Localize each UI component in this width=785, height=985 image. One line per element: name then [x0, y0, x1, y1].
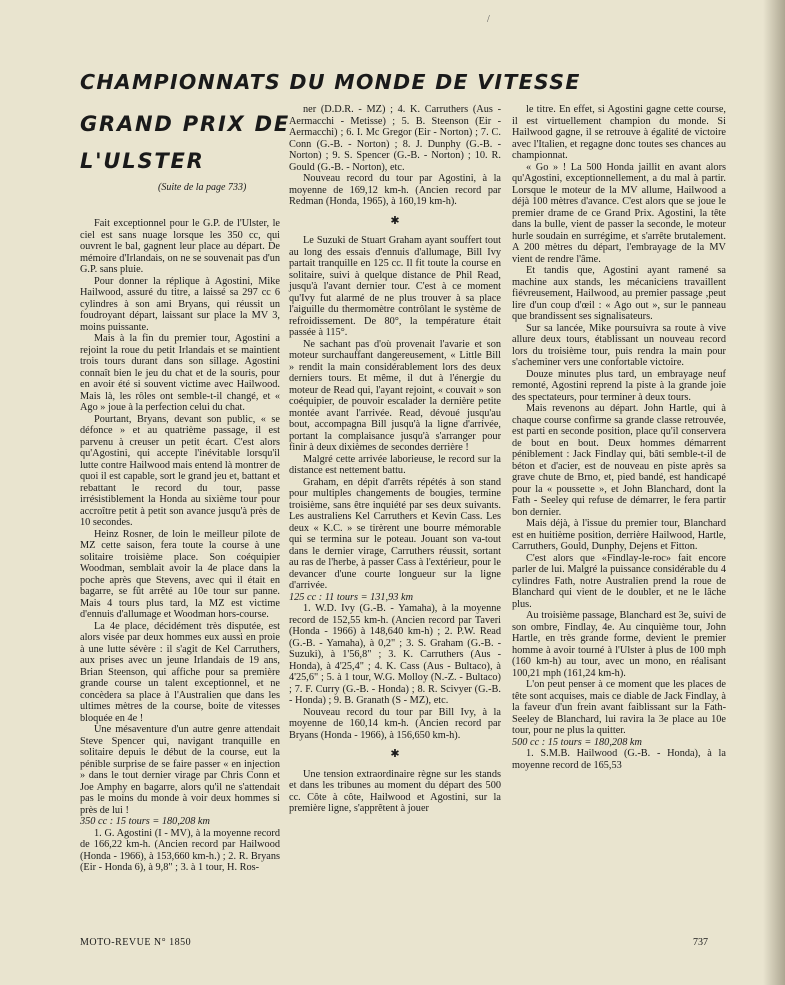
paragraph: Ne sachant pas d'où provenait l'avarie et son moteur surchauffant dangereusement, « Little Bill » rendit la main considérablement lors des deux derniers tours. Et même, il dut à l'énergie du moteur de Read qui, l'ayant rejoint, « couvait » son coéquipier, de pouvoir escalader la dernière petite montée avant l'arrivée. Read, dévoué jusqu'au bout, accompagna Bill jusqu'à la ligne d'arrivée, portant la complaisance jusqu'à s'arranger pour finir à deux dixièmes de secondes derrière ! — [289, 338, 501, 453]
paragraph: Pourtant, Bryans, devant son public, « se défonce » et au quatrième passage, il est parvenu à creuser un petit écart. C'est alors qu'Agostini, qui accepte l'inévitable lorsqu'il lutte contre Hailwood mais entend là montrer de quoi il est capable, sort le grand jeu et, battant et rebattant le record du tour, passe irrésistiblement la Honda au sixième tour pour accroître petit à petit son avance jusqu'à près de 10 secondes. — [80, 413, 280, 528]
paragraph: Malgré cette arrivée laborieuse, le record sur la distance est nettement battu. — [289, 453, 501, 476]
paragraph: Une mésaventure d'un autre genre attendait Steve Spencer qui, navigant tranquille en solitaire depuis le début de la course, eut la pénible surprise de se faire passer « en injection » dans le tout dernier virage par Chris Conn et Joe Amphy en bagarre, alors qu'il ne s'attendait pas le moins du monde à voir deux hommes si près de lui ! — [80, 724, 280, 816]
paragraph: Graham, en dépit d'arrêts répétés à son stand pour multiples changements de bougies, termine troisième, sans être inquiété par ses deux suivants. Les australiens Kel Carruthers et Kevin Cass. Les deux « K.C. » se tirèrent une bourre mémorable qui se termina sur le poteau. Jouant son va-tout dans le dernier virage, Carruthers réussit, sortant au ras de l'herbe, à passer Cass à l'extérieur, pour le devancer d'une courte longueur sur la ligne d'arrivée. — [289, 476, 501, 591]
paragraph: La 4e place, décidément très disputée, est alors visée par deux hommes eux aussi en proie à une lutte sévère : il s'agit de Kel Carruthers, aux prises avec un jeune Irlandais de 19 ans, Brian Steenson, qui affiche pour sa première grande course un talent exceptionnel, et ne concèdera sa place à l'Australien que dans les ultimes mètres de la course, boite de vitesses bloquée en 4e ! — [80, 620, 280, 724]
paragraph: Heinz Rosner, de loin le meilleur pilote de MZ cette saison, fera toute la course à une solitaire troisième place. Son coéquipier Woodman, semblait avoir la 4e place dans la poche après que Stevens, avec qui il était en bagarre, se fût arrêté au 10e tour sur panne. Mais 4 tours plus tard, la MZ est victime d'ennuis d'allumage et Woodman hors-course. — [80, 528, 280, 620]
paragraph: Douze minutes plus tard, un embrayage neuf remonté, Agostini reprend la piste à la grande joie des spectateurs, pour terminer à deux tours. — [512, 368, 726, 403]
page-number: 737 — [693, 937, 708, 948]
section-separator-star: ✱ — [390, 214, 400, 227]
paragraph: 1. S.M.B. Hailwood (G.-B. - Honda), à la moyenne record de 165,53 — [512, 748, 726, 771]
paragraph: Mais déjà, à l'issue du premier tour, Blanchard est en huitième position, derrière Hailwood, Hartle, Carruthers, Gould, Dunphy, Dejens et Fitton. — [512, 518, 726, 552]
magazine-issue: MOTO-REVUE N° 1850 — [80, 937, 192, 948]
paragraph: Sur sa lancée, Mike poursuivra sa route à vive allure deux tours, établissant un nouveau record lors du troisième tour, puis rendra la main pour s'acheminer vers une confortable victoire. — [512, 322, 726, 368]
section-separator-star: ✱ — [390, 748, 400, 760]
paragraph: Pour donner la réplique à Agostini, Mike Hailwood, assuré du titre, a laissé sa 297 cc 6 cylindres à son ami Bryans, qui réussit un foudroyant départ, laissant sur place la MV 3, moins puissante. — [80, 275, 280, 333]
paragraph: 1. W.D. Ivy (G.-B. - Yamaha), à la moyenne record de 152,55 km-h. (Ancien record par Taveri (Honda - 1966) à 148,640 km-h) ; 2. P.W. Read (G.-B. - Yamaha), à 0,2" ; 3. S. Graham (G.-B. - Suzuki), à 1'56,8" ; 3. K. Carruthers (Aus - Honda), à 4'25,4" ; 4. K. Cass (Aus - Bultaco), à 4'25,6" ; 5. à 1 tour, W.G. Molloy (N.-Z. - Bultaco) ; 7. F. Curry (G.-B. - Honda) ; 8. R. Scivyer (G.-B. - Honda) ; 9. B. Granath (S - MZ), etc. — [289, 603, 501, 706]
paragraph: Et tandis que, Agostini ayant ramené sa machine aux stands, les mécaniciens travaillent fiévreusement, Hailwood, au premier passage ,peut lire d'un coup d'œil : « Ago out », sur le panneau que brandissent ses signalisateurs. — [512, 265, 726, 322]
paragraph: ner (D.D.R. - MZ) ; 4. K. Carruthers (Aus - Aermacchi - Metisse) ; 5. B. Steenson (Eir - Aermacchi) ; 6. I. Mc Gregor (Eir - Norton) ; 7. C. Conn (G.-B. - Norton) ; 8. J. Dunphy (G.-B. - Norton) ; 9. S. Spencer (G.-B. - Norton) ; 10. R. Gould (G.-B. - Norton), etc. — [289, 104, 501, 173]
text-column-3 — [512, 104, 726, 771]
article-title-line2: L'ULSTER — [80, 149, 205, 173]
paragraph: Fait exceptionnel pour le G.P. de l'Ulster, le ciel est sans nuage lorsque les 350 cc, qui ouvrent le bal, gagnent leur place au départ. De mémoire d'Irlandais, on ne se souvenait pas d'un G.P. sans pluie. — [80, 218, 280, 275]
race-results-heading: 500 cc : 15 tours = 180,208 km — [512, 736, 642, 748]
page-edge-shadow — [763, 0, 785, 985]
section-banner: CHAMPIONNATS DU MONDE DE VITESSE — [80, 70, 581, 94]
paragraph: Le Suzuki de Stuart Graham ayant souffert tout au long des essais d'ennuis d'allumage, Bill Ivy partait tranquille en 125 cc. Il fit toute la course en solitaire, suivi à quelque distance de Phil Read, jusqu'à l'avant dernier tour. C'est à ce moment qu'Ivy fut alarmé de ne plus trouver à sa place l'aiguille du thermomètre contrôlant le système de refroidissement. De 80°, la température était passée à 115°. — [289, 235, 501, 338]
paragraph: Mais revenons au départ. John Hartle, qui à chaque course confirme sa grande classe retrouvée, est parti en seconde position, place qu'il conservera de bout en bout. Deux hommes démarrent péniblement : Jack Findlay qui, bâti semble-t-il de béton et d'acier, est de nouveau en piste après sa grave chute de Brno, et, pied bandé, est handicapé pour la « poussette », et John Blanchard, dont la Fath - Seeley qui refuse de démarrer, le fera partir bon dernier. — [512, 403, 726, 518]
text-column-2 — [289, 104, 501, 815]
paragraph: Nouveau record du tour par Agostini, à la moyenne de 169,12 km-h. (Ancien record par Redman (Honda, 1965), à 160,19 km-h). — [289, 173, 501, 207]
article-title-line1: GRAND PRIX DE — [80, 112, 291, 136]
paragraph: Nouveau record du tour par Bill Ivy, à la moyenne de 160,14 km-h. (Ancien record par Bryans (Honda - 1966), à 156,650 km-h). — [289, 706, 501, 741]
continuation-note: (Suite de la page 733) — [158, 182, 247, 193]
corner-mark: / — [487, 14, 490, 25]
paragraph: Au troisième passage, Blanchard est 3e, suivi de son ombre, Findlay, 4e. Au cinquième tour, John Hartle, en très grande forme, devient le premier homme à avoir tourné à l'Ulster à plus de 100 mph (160 km-h) au tour, avec un mono, en réalisant 100,21 mph (161,24 km-h). — [512, 610, 726, 679]
paragraph: C'est alors que «Findlay-le-roc» fait encore parler de lui. Malgré la puissance considérable du 4 cylindres Fath, notre Australien prend la roue de Blanchard qui vient de le doubler, et ne le lâche plus. — [512, 552, 726, 610]
race-results-heading: 125 cc : 11 tours = 131,93 km — [289, 591, 414, 603]
paragraph: « Go » ! La 500 Honda jaillit en avant alors qu'Agostini, exceptionnellement, a du mal à partir. Lorsque le moteur de la MV allume, Hailwood a déjà 100 mètres d'avance. C'est alors que se joue le premier drame de ce Grand Prix. Agostini, la tête dans la bulle, vient de passer la seconde, le moteur hurle soudain en surrégime, et s'arrête brutalement. A 200 mètres du départ, l'embrayage de la MV vient de rendre l'âme. — [512, 161, 726, 265]
paragraph: L'on peut penser à ce moment que les places de tête sont acquises, mais ce diable de Jack Findlay, à la faveur d'un frein avant faiblissant sur la Fath-Seeley de Blanchard, lui ravira la 3e place au 10e tour, pour ne plus la quitter. — [512, 679, 726, 736]
paragraph: le titre. En effet, si Agostini gagne cette course, il est virtuellement champion du monde. Si Hailwood gagne, il se retrouve à égalité de victoire avec l'Italien, et regagne donc toutes ses chances au championnat. — [512, 104, 726, 161]
paragraph: Une tension extraordinaire règne sur les stands et dans les tribunes au moment du départ des 500 cc. Côte à côte, Hailwood et Agostini, sur la première ligne, s'apprêtent à jouer — [289, 768, 501, 814]
text-column-1 — [80, 218, 280, 874]
paragraph: 1. G. Agostini (I - MV), à la moyenne record de 166,22 km-h. (Ancien record par Hailwood (Honda - 1966), à 153,660 km-h.) ; 2. R. Bryans (Eir - Honda 6), à 9,8" ; 3. à 1 tour, H. Ros- — [80, 827, 280, 873]
paragraph: Mais à la fin du premier tour, Agostini a rejoint la roue du petit Irlandais et se maintient trois tours durant dans son sillage. Agostini connaît bien le jeu du chat et de la souris, pour en avoir été si souvent victime avec Hailwood. Mais là, les rôles ont semble-t-il changé, et « Ago » joue à la perfection celui du chat. — [80, 333, 280, 413]
race-results-heading: 350 cc : 15 tours = 180,208 km — [80, 816, 210, 827]
